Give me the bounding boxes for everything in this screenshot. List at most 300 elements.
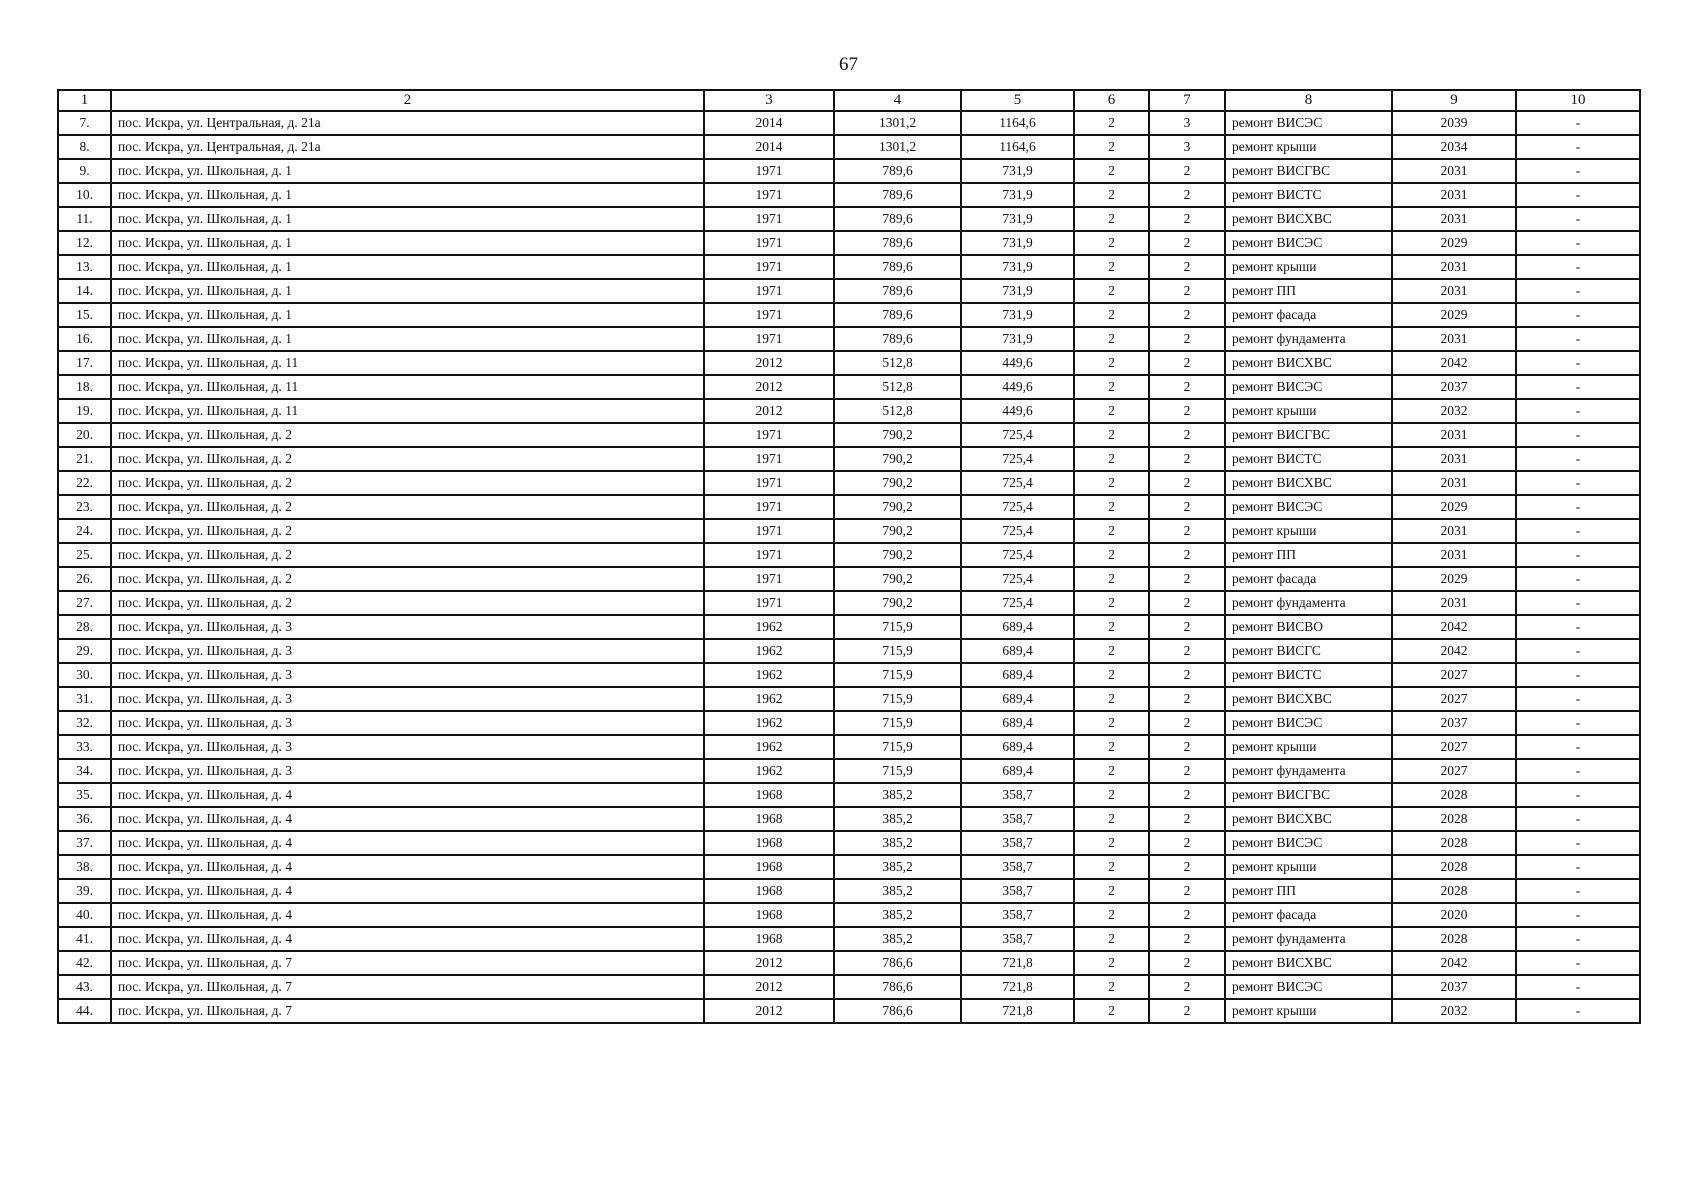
work-type-cell: ремонт фундамента xyxy=(1225,327,1392,351)
living-area-cell: 449,6 xyxy=(961,351,1074,375)
floors-cell: 2 xyxy=(1074,231,1149,255)
work-type-cell: ремонт ВИСХВС xyxy=(1225,207,1392,231)
row-number-cell: 37. xyxy=(58,831,111,855)
planned-year-cell: 2027 xyxy=(1392,759,1516,783)
year-built-cell: 1968 xyxy=(704,783,834,807)
year-built-cell: 1971 xyxy=(704,327,834,351)
entrances-cell: 3 xyxy=(1149,111,1225,135)
work-type-cell: ремонт крыши xyxy=(1225,399,1392,423)
work-type-cell: ремонт фундамента xyxy=(1225,759,1392,783)
table-row xyxy=(58,807,1640,831)
table-row xyxy=(58,279,1640,303)
planned-year-cell: 2028 xyxy=(1392,831,1516,855)
entrances-cell: 2 xyxy=(1149,279,1225,303)
note-cell: - xyxy=(1516,255,1640,279)
note-cell: - xyxy=(1516,831,1640,855)
year-built-cell: 2014 xyxy=(704,135,834,159)
floors-cell: 2 xyxy=(1074,951,1149,975)
year-built-cell: 1971 xyxy=(704,255,834,279)
planned-year-cell: 2027 xyxy=(1392,687,1516,711)
planned-year-cell: 2031 xyxy=(1392,591,1516,615)
total-area-cell: 512,8 xyxy=(834,375,961,399)
living-area-cell: 731,9 xyxy=(961,207,1074,231)
year-built-cell: 2012 xyxy=(704,375,834,399)
living-area-cell: 358,7 xyxy=(961,879,1074,903)
planned-year-cell: 2029 xyxy=(1392,231,1516,255)
year-built-cell: 1968 xyxy=(704,903,834,927)
address-cell: пос. Искра, ул. Школьная, д. 4 xyxy=(111,783,704,807)
planned-year-cell: 2037 xyxy=(1392,711,1516,735)
living-area-cell: 725,4 xyxy=(961,423,1074,447)
row-number-cell: 34. xyxy=(58,759,111,783)
living-area-cell: 689,4 xyxy=(961,687,1074,711)
work-type-cell: ремонт ВИСТС xyxy=(1225,447,1392,471)
note-cell: - xyxy=(1516,495,1640,519)
entrances-cell: 2 xyxy=(1149,735,1225,759)
row-number-cell: 44. xyxy=(58,999,111,1023)
table-row xyxy=(58,567,1640,591)
note-cell: - xyxy=(1516,591,1640,615)
note-cell: - xyxy=(1516,447,1640,471)
total-area-cell: 789,6 xyxy=(834,183,961,207)
address-cell: пос. Искра, ул. Школьная, д. 2 xyxy=(111,495,704,519)
entrances-cell: 2 xyxy=(1149,999,1225,1023)
row-number-cell: 13. xyxy=(58,255,111,279)
row-number-cell: 11. xyxy=(58,207,111,231)
address-cell: пос. Искра, ул. Школьная, д. 1 xyxy=(111,207,704,231)
floors-cell: 2 xyxy=(1074,279,1149,303)
note-cell: - xyxy=(1516,231,1640,255)
work-type-cell: ремонт ВИСХВС xyxy=(1225,471,1392,495)
living-area-cell: 358,7 xyxy=(961,927,1074,951)
note-cell: - xyxy=(1516,399,1640,423)
table-row xyxy=(58,783,1640,807)
living-area-cell: 725,4 xyxy=(961,495,1074,519)
note-cell: - xyxy=(1516,855,1640,879)
note-cell: - xyxy=(1516,999,1640,1023)
year-built-cell: 1971 xyxy=(704,447,834,471)
row-number-cell: 43. xyxy=(58,975,111,999)
note-cell: - xyxy=(1516,183,1640,207)
planned-year-cell: 2029 xyxy=(1392,567,1516,591)
table-row xyxy=(58,591,1640,615)
row-number-cell: 31. xyxy=(58,687,111,711)
row-number-cell: 17. xyxy=(58,351,111,375)
column-header: 7 xyxy=(1149,90,1225,111)
year-built-cell: 1962 xyxy=(704,687,834,711)
column-header: 9 xyxy=(1392,90,1516,111)
table-row xyxy=(58,303,1640,327)
table-row xyxy=(58,111,1640,135)
floors-cell: 2 xyxy=(1074,327,1149,351)
row-number-cell: 15. xyxy=(58,303,111,327)
year-built-cell: 1962 xyxy=(704,639,834,663)
column-header: 2 xyxy=(111,90,704,111)
year-built-cell: 1971 xyxy=(704,519,834,543)
entrances-cell: 2 xyxy=(1149,303,1225,327)
entrances-cell: 2 xyxy=(1149,975,1225,999)
address-cell: пос. Искра, ул. Школьная, д. 1 xyxy=(111,279,704,303)
address-cell: пос. Искра, ул. Школьная, д. 3 xyxy=(111,615,704,639)
total-area-cell: 715,9 xyxy=(834,759,961,783)
entrances-cell: 2 xyxy=(1149,591,1225,615)
total-area-cell: 786,6 xyxy=(834,999,961,1023)
work-type-cell: ремонт ВИСТС xyxy=(1225,183,1392,207)
floors-cell: 2 xyxy=(1074,495,1149,519)
living-area-cell: 689,4 xyxy=(961,711,1074,735)
row-number-cell: 20. xyxy=(58,423,111,447)
work-type-cell: ремонт крыши xyxy=(1225,999,1392,1023)
total-area-cell: 385,2 xyxy=(834,831,961,855)
year-built-cell: 1971 xyxy=(704,279,834,303)
planned-year-cell: 2031 xyxy=(1392,279,1516,303)
floors-cell: 2 xyxy=(1074,207,1149,231)
address-cell: пос. Искра, ул. Школьная, д. 2 xyxy=(111,519,704,543)
row-number-cell: 29. xyxy=(58,639,111,663)
work-type-cell: ремонт крыши xyxy=(1225,519,1392,543)
row-number-cell: 22. xyxy=(58,471,111,495)
entrances-cell: 2 xyxy=(1149,351,1225,375)
address-cell: пос. Искра, ул. Школьная, д. 4 xyxy=(111,855,704,879)
column-header: 4 xyxy=(834,90,961,111)
table-row xyxy=(58,615,1640,639)
living-area-cell: 731,9 xyxy=(961,327,1074,351)
table-row xyxy=(58,447,1640,471)
note-cell: - xyxy=(1516,807,1640,831)
total-area-cell: 385,2 xyxy=(834,807,961,831)
work-type-cell: ремонт ВИСЭС xyxy=(1225,231,1392,255)
table-row xyxy=(58,207,1640,231)
planned-year-cell: 2042 xyxy=(1392,615,1516,639)
floors-cell: 2 xyxy=(1074,735,1149,759)
row-number-cell: 7. xyxy=(58,111,111,135)
floors-cell: 2 xyxy=(1074,375,1149,399)
planned-year-cell: 2028 xyxy=(1392,927,1516,951)
row-number-cell: 33. xyxy=(58,735,111,759)
table-row xyxy=(58,711,1640,735)
planned-year-cell: 2037 xyxy=(1392,975,1516,999)
floors-cell: 2 xyxy=(1074,471,1149,495)
entrances-cell: 2 xyxy=(1149,903,1225,927)
work-type-cell: ремонт ВИСТС xyxy=(1225,663,1392,687)
floors-cell: 2 xyxy=(1074,975,1149,999)
address-cell: пос. Искра, ул. Школьная, д. 2 xyxy=(111,567,704,591)
total-area-cell: 789,6 xyxy=(834,231,961,255)
planned-year-cell: 2032 xyxy=(1392,999,1516,1023)
work-type-cell: ремонт ВИСХВС xyxy=(1225,951,1392,975)
row-number-cell: 28. xyxy=(58,615,111,639)
total-area-cell: 789,6 xyxy=(834,327,961,351)
note-cell: - xyxy=(1516,279,1640,303)
total-area-cell: 790,2 xyxy=(834,591,961,615)
living-area-cell: 358,7 xyxy=(961,903,1074,927)
planned-year-cell: 2032 xyxy=(1392,399,1516,423)
table-row xyxy=(58,543,1640,567)
work-type-cell: ремонт ВИСХВС xyxy=(1225,807,1392,831)
year-built-cell: 1962 xyxy=(704,735,834,759)
living-area-cell: 721,8 xyxy=(961,975,1074,999)
living-area-cell: 689,4 xyxy=(961,759,1074,783)
table-row xyxy=(58,687,1640,711)
note-cell: - xyxy=(1516,687,1640,711)
total-area-cell: 790,2 xyxy=(834,543,961,567)
table-row xyxy=(58,495,1640,519)
address-cell: пос. Искра, ул. Школьная, д. 1 xyxy=(111,327,704,351)
note-cell: - xyxy=(1516,615,1640,639)
column-header: 8 xyxy=(1225,90,1392,111)
address-cell: пос. Искра, ул. Школьная, д. 4 xyxy=(111,927,704,951)
table-row xyxy=(58,423,1640,447)
total-area-cell: 790,2 xyxy=(834,447,961,471)
living-area-cell: 731,9 xyxy=(961,279,1074,303)
note-cell: - xyxy=(1516,663,1640,687)
total-area-cell: 715,9 xyxy=(834,663,961,687)
entrances-cell: 2 xyxy=(1149,327,1225,351)
year-built-cell: 1968 xyxy=(704,855,834,879)
work-type-cell: ремонт крыши xyxy=(1225,855,1392,879)
work-type-cell: ремонт крыши xyxy=(1225,255,1392,279)
year-built-cell: 2012 xyxy=(704,999,834,1023)
row-number-cell: 25. xyxy=(58,543,111,567)
floors-cell: 2 xyxy=(1074,447,1149,471)
entrances-cell: 2 xyxy=(1149,375,1225,399)
total-area-cell: 789,6 xyxy=(834,303,961,327)
address-cell: пос. Искра, ул. Школьная, д. 4 xyxy=(111,879,704,903)
entrances-cell: 2 xyxy=(1149,159,1225,183)
living-area-cell: 731,9 xyxy=(961,231,1074,255)
total-area-cell: 786,6 xyxy=(834,975,961,999)
note-cell: - xyxy=(1516,303,1640,327)
floors-cell: 2 xyxy=(1074,711,1149,735)
table-row xyxy=(58,975,1640,999)
floors-cell: 2 xyxy=(1074,183,1149,207)
work-type-cell: ремонт ПП xyxy=(1225,279,1392,303)
year-built-cell: 1962 xyxy=(704,711,834,735)
living-area-cell: 358,7 xyxy=(961,783,1074,807)
address-cell: пос. Искра, ул. Школьная, д. 4 xyxy=(111,831,704,855)
table-row xyxy=(58,351,1640,375)
year-built-cell: 1971 xyxy=(704,207,834,231)
address-cell: пос. Искра, ул. Школьная, д. 11 xyxy=(111,399,704,423)
address-cell: пос. Искра, ул. Школьная, д. 3 xyxy=(111,687,704,711)
floors-cell: 2 xyxy=(1074,135,1149,159)
entrances-cell: 2 xyxy=(1149,879,1225,903)
planned-year-cell: 2031 xyxy=(1392,159,1516,183)
year-built-cell: 1968 xyxy=(704,927,834,951)
address-cell: пос. Искра, ул. Школьная, д. 2 xyxy=(111,543,704,567)
total-area-cell: 790,2 xyxy=(834,471,961,495)
total-area-cell: 715,9 xyxy=(834,687,961,711)
address-cell: пос. Искра, ул. Центральная, д. 21а xyxy=(111,111,704,135)
work-type-cell: ремонт ВИСХВС xyxy=(1225,351,1392,375)
column-header: 10 xyxy=(1516,90,1640,111)
planned-year-cell: 2029 xyxy=(1392,495,1516,519)
entrances-cell: 2 xyxy=(1149,783,1225,807)
total-area-cell: 512,8 xyxy=(834,399,961,423)
column-header: 6 xyxy=(1074,90,1149,111)
floors-cell: 2 xyxy=(1074,927,1149,951)
total-area-cell: 385,2 xyxy=(834,927,961,951)
address-cell: пос. Искра, ул. Школьная, д. 2 xyxy=(111,447,704,471)
floors-cell: 2 xyxy=(1074,519,1149,543)
address-cell: пос. Искра, ул. Центральная, д. 21а xyxy=(111,135,704,159)
note-cell: - xyxy=(1516,759,1640,783)
floors-cell: 2 xyxy=(1074,423,1149,447)
entrances-cell: 2 xyxy=(1149,831,1225,855)
floors-cell: 2 xyxy=(1074,111,1149,135)
total-area-cell: 1301,2 xyxy=(834,135,961,159)
work-type-cell: ремонт ПП xyxy=(1225,879,1392,903)
total-area-cell: 786,6 xyxy=(834,951,961,975)
row-number-cell: 21. xyxy=(58,447,111,471)
table-row xyxy=(58,255,1640,279)
work-type-cell: ремонт фасада xyxy=(1225,903,1392,927)
entrances-cell: 2 xyxy=(1149,183,1225,207)
year-built-cell: 1971 xyxy=(704,471,834,495)
year-built-cell: 1968 xyxy=(704,879,834,903)
address-cell: пос. Искра, ул. Школьная, д. 3 xyxy=(111,759,704,783)
living-area-cell: 358,7 xyxy=(961,831,1074,855)
total-area-cell: 385,2 xyxy=(834,903,961,927)
row-number-cell: 40. xyxy=(58,903,111,927)
planned-year-cell: 2031 xyxy=(1392,255,1516,279)
planned-year-cell: 2042 xyxy=(1392,639,1516,663)
year-built-cell: 2012 xyxy=(704,399,834,423)
note-cell: - xyxy=(1516,903,1640,927)
address-cell: пос. Искра, ул. Школьная, д. 3 xyxy=(111,711,704,735)
entrances-cell: 2 xyxy=(1149,519,1225,543)
total-area-cell: 715,9 xyxy=(834,639,961,663)
column-header: 1 xyxy=(58,90,111,111)
row-number-cell: 24. xyxy=(58,519,111,543)
row-number-cell: 42. xyxy=(58,951,111,975)
table-row xyxy=(58,375,1640,399)
row-number-cell: 35. xyxy=(58,783,111,807)
planned-year-cell: 2027 xyxy=(1392,735,1516,759)
floors-cell: 2 xyxy=(1074,303,1149,327)
row-number-cell: 23. xyxy=(58,495,111,519)
table-row xyxy=(58,327,1640,351)
row-number-cell: 10. xyxy=(58,183,111,207)
planned-year-cell: 2031 xyxy=(1392,447,1516,471)
note-cell: - xyxy=(1516,927,1640,951)
year-built-cell: 1971 xyxy=(704,543,834,567)
planned-year-cell: 2028 xyxy=(1392,879,1516,903)
row-number-cell: 8. xyxy=(58,135,111,159)
entrances-cell: 2 xyxy=(1149,759,1225,783)
floors-cell: 2 xyxy=(1074,759,1149,783)
total-area-cell: 512,8 xyxy=(834,351,961,375)
address-cell: пос. Искра, ул. Школьная, д. 2 xyxy=(111,471,704,495)
living-area-cell: 725,4 xyxy=(961,591,1074,615)
living-area-cell: 725,4 xyxy=(961,543,1074,567)
year-built-cell: 2012 xyxy=(704,975,834,999)
address-cell: пос. Искра, ул. Школьная, д. 3 xyxy=(111,663,704,687)
year-built-cell: 1962 xyxy=(704,615,834,639)
table-row xyxy=(58,231,1640,255)
column-header: 3 xyxy=(704,90,834,111)
entrances-cell: 2 xyxy=(1149,567,1225,591)
note-cell: - xyxy=(1516,735,1640,759)
floors-cell: 2 xyxy=(1074,615,1149,639)
planned-year-cell: 2031 xyxy=(1392,519,1516,543)
entrances-cell: 3 xyxy=(1149,135,1225,159)
planned-year-cell: 2031 xyxy=(1392,207,1516,231)
entrances-cell: 2 xyxy=(1149,423,1225,447)
living-area-cell: 731,9 xyxy=(961,255,1074,279)
planned-year-cell: 2029 xyxy=(1392,303,1516,327)
total-area-cell: 789,6 xyxy=(834,255,961,279)
column-header: 5 xyxy=(961,90,1074,111)
row-number-cell: 12. xyxy=(58,231,111,255)
table-row xyxy=(58,951,1640,975)
work-type-cell: ремонт фундамента xyxy=(1225,591,1392,615)
planned-year-cell: 2031 xyxy=(1392,327,1516,351)
total-area-cell: 790,2 xyxy=(834,567,961,591)
planned-year-cell: 2039 xyxy=(1392,111,1516,135)
address-cell: пос. Искра, ул. Школьная, д. 7 xyxy=(111,999,704,1023)
row-number-cell: 32. xyxy=(58,711,111,735)
work-type-cell: ремонт ВИСЭС xyxy=(1225,975,1392,999)
address-cell: пос. Искра, ул. Школьная, д. 4 xyxy=(111,903,704,927)
note-cell: - xyxy=(1516,327,1640,351)
address-cell: пос. Искра, ул. Школьная, д. 2 xyxy=(111,591,704,615)
table-row xyxy=(58,903,1640,927)
address-cell: пос. Искра, ул. Школьная, д. 11 xyxy=(111,375,704,399)
year-built-cell: 1968 xyxy=(704,831,834,855)
work-type-cell: ремонт ВИСГВС xyxy=(1225,159,1392,183)
note-cell: - xyxy=(1516,423,1640,447)
table-row xyxy=(58,471,1640,495)
row-number-cell: 36. xyxy=(58,807,111,831)
table-row xyxy=(58,879,1640,903)
row-number-cell: 38. xyxy=(58,855,111,879)
living-area-cell: 689,4 xyxy=(961,735,1074,759)
work-type-cell: ремонт фасада xyxy=(1225,303,1392,327)
work-type-cell: ремонт ВИСГВС xyxy=(1225,423,1392,447)
living-area-cell: 449,6 xyxy=(961,399,1074,423)
address-cell: пос. Искра, ул. Школьная, д. 1 xyxy=(111,303,704,327)
row-number-cell: 30. xyxy=(58,663,111,687)
page-number: 67 xyxy=(839,54,858,75)
table-header-row xyxy=(58,90,1640,111)
entrances-cell: 2 xyxy=(1149,807,1225,831)
floors-cell: 2 xyxy=(1074,255,1149,279)
total-area-cell: 789,6 xyxy=(834,279,961,303)
table-row xyxy=(58,639,1640,663)
total-area-cell: 790,2 xyxy=(834,423,961,447)
work-type-cell: ремонт ВИСЭС xyxy=(1225,111,1392,135)
address-cell: пос. Искра, ул. Школьная, д. 1 xyxy=(111,255,704,279)
row-number-cell: 16. xyxy=(58,327,111,351)
note-cell: - xyxy=(1516,135,1640,159)
planned-year-cell: 2031 xyxy=(1392,543,1516,567)
floors-cell: 2 xyxy=(1074,879,1149,903)
year-built-cell: 1971 xyxy=(704,303,834,327)
entrances-cell: 2 xyxy=(1149,543,1225,567)
total-area-cell: 1301,2 xyxy=(834,111,961,135)
living-area-cell: 725,4 xyxy=(961,447,1074,471)
total-area-cell: 790,2 xyxy=(834,519,961,543)
work-type-cell: ремонт ВИСХВС xyxy=(1225,687,1392,711)
floors-cell: 2 xyxy=(1074,639,1149,663)
table-row xyxy=(58,519,1640,543)
floors-cell: 2 xyxy=(1074,807,1149,831)
row-number-cell: 41. xyxy=(58,927,111,951)
floors-cell: 2 xyxy=(1074,351,1149,375)
table-row xyxy=(58,399,1640,423)
work-type-cell: ремонт крыши xyxy=(1225,735,1392,759)
